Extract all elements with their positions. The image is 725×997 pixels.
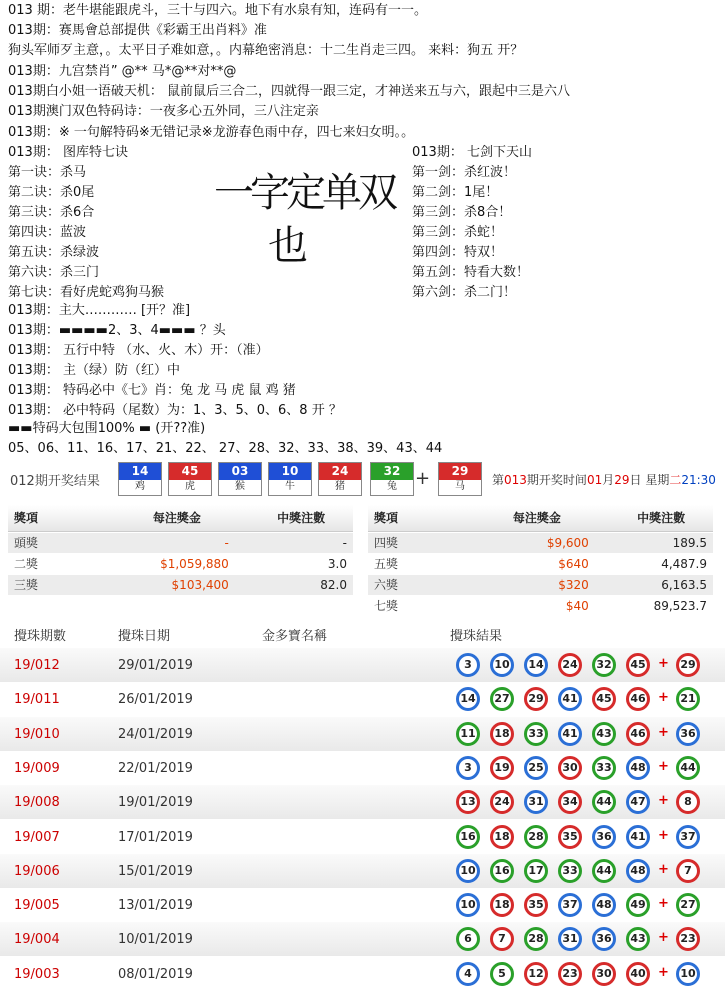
result-ball: 19 bbox=[490, 756, 514, 780]
result-date: 24/01/2019 bbox=[118, 726, 193, 742]
prize-header: 獎項 bbox=[374, 511, 399, 525]
plus-sign: + bbox=[658, 930, 669, 946]
result-row bbox=[0, 957, 725, 991]
left-col-line: 第三诀：杀6合 bbox=[8, 205, 95, 220]
prize-header: 每注獎金 bbox=[152, 511, 201, 525]
right-col-line: 013期： 七剑下天山 bbox=[412, 145, 532, 160]
prize-table bbox=[368, 505, 713, 613]
results-header bbox=[0, 620, 725, 646]
result-ball: 36 bbox=[592, 825, 616, 849]
prize-row bbox=[8, 575, 353, 595]
special-ball: 37 bbox=[676, 825, 700, 849]
result-ball: 30 bbox=[558, 756, 582, 780]
result-ball: 48 bbox=[626, 859, 650, 883]
left-col-line: 第一诀：杀马 bbox=[8, 165, 87, 180]
result-ball: 10 bbox=[456, 893, 480, 917]
right-col-line: 第二剑：1尾！ bbox=[412, 185, 499, 200]
right-col-line: 第三剑：杀蛇！ bbox=[412, 225, 504, 240]
result-ball: 45 bbox=[626, 653, 650, 677]
prize-amount: $640 bbox=[558, 557, 589, 571]
result-row bbox=[0, 785, 725, 819]
result-ball: 46 bbox=[626, 722, 650, 746]
result-ball: 43 bbox=[592, 722, 616, 746]
plus-sign: + bbox=[658, 656, 669, 671]
prize-amount: $9,600 bbox=[546, 536, 589, 550]
forecast-line: 013期澳门双色特码诗：一夜多心五外同，三八注定亲 bbox=[8, 104, 319, 119]
result-ball: 48 bbox=[626, 756, 650, 780]
draw-ball-number: 10 bbox=[269, 463, 311, 480]
result-ball: 25 bbox=[524, 756, 548, 780]
result-ball: 12 bbox=[524, 962, 548, 986]
result-ball: 14 bbox=[456, 687, 480, 711]
result-ball: 18 bbox=[490, 893, 514, 917]
draw-result-bar bbox=[0, 462, 725, 496]
prize-amount: $320 bbox=[558, 578, 589, 592]
prize-name: 五獎 bbox=[374, 557, 399, 571]
result-issue: 19/009 bbox=[14, 760, 60, 776]
result-ball: 10 bbox=[490, 653, 514, 677]
special-ball: 44 bbox=[676, 756, 700, 780]
prize-row bbox=[368, 575, 713, 595]
forecast-line: 013期：赛馬會总部提供《彩霸王出肖料》准 bbox=[8, 23, 267, 38]
result-ball: 34 bbox=[558, 790, 582, 814]
right-col-line: 第六剑：杀二门！ bbox=[412, 285, 517, 300]
prize-amount: - bbox=[224, 536, 229, 550]
col-date: 攪珠日期 bbox=[118, 629, 171, 644]
prize-header: 每注獎金 bbox=[512, 511, 561, 525]
plus-sign: + bbox=[658, 793, 669, 809]
result-date: 10/01/2019 bbox=[118, 932, 193, 948]
draw-ball-number: 14 bbox=[119, 463, 161, 480]
result-ball: 41 bbox=[558, 687, 582, 711]
prize-name: 四獎 bbox=[374, 536, 399, 550]
plus-sign: + bbox=[415, 468, 431, 489]
prize-name: 六獎 bbox=[374, 578, 399, 592]
result-issue: 19/007 bbox=[14, 829, 60, 845]
prize-count: 82.0 bbox=[320, 578, 347, 592]
plus-sign: + bbox=[658, 861, 669, 877]
prize-count: 4,487.9 bbox=[661, 557, 707, 571]
result-issue: 19/010 bbox=[14, 726, 60, 742]
result-ball: 30 bbox=[592, 962, 616, 986]
draw-label: 012期开奖结果 bbox=[10, 474, 100, 489]
result-row bbox=[0, 888, 725, 922]
left-col-line: 第二诀：杀0尾 bbox=[8, 185, 95, 200]
prize-amount: $103,400 bbox=[171, 578, 229, 592]
result-ball: 41 bbox=[626, 825, 650, 849]
draw-ball-number: 24 bbox=[319, 463, 361, 480]
result-ball: 36 bbox=[592, 927, 616, 951]
result-row bbox=[0, 922, 725, 956]
left-col-line: 第四诀：蓝波 bbox=[8, 225, 87, 240]
result-ball: 7 bbox=[490, 927, 514, 951]
result-row bbox=[0, 854, 725, 888]
draw-ball-zodiac: 牛 bbox=[285, 481, 295, 492]
result-issue: 19/008 bbox=[14, 795, 60, 811]
result-ball: 13 bbox=[456, 790, 480, 814]
handwritten-note-2: 也 bbox=[268, 223, 308, 269]
draw-ball-zodiac: 鸡 bbox=[135, 481, 145, 492]
prize-row bbox=[368, 554, 713, 574]
result-ball: 16 bbox=[490, 859, 514, 883]
result-date: 08/01/2019 bbox=[118, 966, 193, 982]
result-row bbox=[0, 682, 725, 716]
result-ball: 41 bbox=[558, 722, 582, 746]
prize-row bbox=[8, 533, 353, 553]
special-ball: 27 bbox=[676, 893, 700, 917]
result-ball: 28 bbox=[524, 825, 548, 849]
handwritten-note: 一字定单双 bbox=[214, 170, 394, 216]
forecast-line: 013期：※ 一句解特码※无错记录※龙游春色雨中存，四七来妇女明。。 bbox=[8, 125, 415, 140]
prize-name: 二獎 bbox=[14, 557, 39, 571]
result-ball: 3 bbox=[456, 653, 480, 677]
result-ball: 32 bbox=[592, 653, 616, 677]
forecast-line: 013期： 特码必中《七》肖：兔 龙 马 虎 鼠 鸡 猪 bbox=[8, 383, 296, 398]
col-result: 攪珠結果 bbox=[450, 629, 503, 644]
right-col-line: 第一剑：杀红波！ bbox=[412, 165, 517, 180]
left-col-line: 013期： 图库特七诀 bbox=[8, 145, 128, 160]
result-ball: 18 bbox=[490, 825, 514, 849]
plus-sign: + bbox=[658, 758, 669, 774]
result-ball: 23 bbox=[558, 962, 582, 986]
plus-sign: + bbox=[658, 964, 669, 980]
forecast-line: ▬▬特码大包围100% ▬ (开??准) bbox=[8, 421, 206, 436]
result-ball: 31 bbox=[524, 790, 548, 814]
prize-count: 189.5 bbox=[672, 536, 707, 550]
left-col-line: 第六诀：杀三门 bbox=[8, 265, 100, 280]
result-ball: 17 bbox=[524, 859, 548, 883]
col-name: 金多寶名稱 bbox=[262, 629, 328, 644]
draw-ball-tile bbox=[268, 462, 312, 496]
draw-ball-number: 45 bbox=[169, 463, 211, 480]
result-date: 22/01/2019 bbox=[118, 760, 193, 776]
special-ball: 10 bbox=[676, 962, 700, 986]
result-ball: 35 bbox=[558, 825, 582, 849]
result-ball: 33 bbox=[524, 722, 548, 746]
draw-ball-zodiac: 猪 bbox=[335, 481, 345, 492]
plus-sign: + bbox=[658, 724, 669, 740]
result-issue: 19/006 bbox=[14, 863, 60, 879]
prize-name: 頭獎 bbox=[14, 536, 39, 550]
result-issue: 19/011 bbox=[14, 692, 60, 708]
special-ball: 36 bbox=[676, 722, 700, 746]
left-col-line: 第五诀：杀绿波 bbox=[8, 245, 100, 260]
prize-row bbox=[8, 554, 353, 574]
forecast-line: 013期白小姐一语破天机： 鼠前鼠后三合二，四就得一跟三定，才神送来五与六，跟起中三是六八 bbox=[8, 84, 570, 99]
right-col-line: 第四剑：特双！ bbox=[412, 245, 504, 260]
result-ball: 33 bbox=[592, 756, 616, 780]
result-ball: 45 bbox=[592, 687, 616, 711]
forecast-line: 013期： 五行中特 （水、火、木）开：（准） bbox=[8, 343, 269, 358]
result-ball: 31 bbox=[558, 927, 582, 951]
special-ball: 21 bbox=[676, 687, 700, 711]
draw-ball-tile bbox=[118, 462, 162, 496]
prize-amount: $1,059,880 bbox=[160, 557, 229, 571]
result-date: 26/01/2019 bbox=[118, 692, 193, 708]
right-col-line: 第三剑：杀8合！ bbox=[412, 205, 512, 220]
result-ball: 35 bbox=[524, 893, 548, 917]
result-ball: 24 bbox=[490, 790, 514, 814]
result-date: 29/01/2019 bbox=[118, 658, 193, 673]
result-ball: 37 bbox=[558, 893, 582, 917]
result-issue: 19/004 bbox=[14, 932, 60, 948]
prize-count: 89,523.7 bbox=[653, 599, 707, 613]
result-ball: 43 bbox=[626, 927, 650, 951]
result-ball: 14 bbox=[524, 653, 548, 677]
col-issue: 攪珠期數 bbox=[14, 629, 67, 644]
result-ball: 24 bbox=[558, 653, 582, 677]
result-date: 19/01/2019 bbox=[118, 795, 193, 811]
draw-ball-zodiac: 马 bbox=[455, 481, 465, 492]
draw-ball-zodiac: 兔 bbox=[387, 481, 397, 492]
draw-ball-number: 03 bbox=[219, 463, 261, 480]
draw-ball-number: 29 bbox=[439, 463, 481, 480]
prize-table bbox=[8, 505, 353, 613]
result-ball: 48 bbox=[592, 893, 616, 917]
result-ball: 5 bbox=[490, 962, 514, 986]
result-row bbox=[0, 820, 725, 854]
draw-ball-tile bbox=[370, 462, 414, 496]
result-ball: 49 bbox=[626, 893, 650, 917]
forecast-line: 狗头军师歹主意，。太平日子难如意，。内幕绝密消息：十二生肖走三四。 来料：狗五 开？ bbox=[8, 43, 524, 58]
result-ball: 6 bbox=[456, 927, 480, 951]
prize-header: 中獎注數 bbox=[277, 511, 326, 525]
result-date: 15/01/2019 bbox=[118, 863, 193, 879]
forecast-line: 013期： 必中特码（尾数）为：1、3、5、0、6、8 开 ？ bbox=[8, 403, 342, 418]
plus-sign: + bbox=[658, 896, 669, 912]
prize-count: - bbox=[342, 536, 347, 550]
result-date: 17/01/2019 bbox=[118, 829, 193, 845]
prize-row bbox=[368, 596, 713, 616]
result-ball: 44 bbox=[592, 859, 616, 883]
result-ball: 47 bbox=[626, 790, 650, 814]
prize-name: 三獎 bbox=[14, 578, 39, 592]
prize-header: 中獎注數 bbox=[637, 511, 686, 525]
plus-sign: + bbox=[658, 827, 669, 843]
result-ball: 11 bbox=[456, 722, 480, 746]
forecast-line: 013期：▬▬▬▬2、3、4▬▬▬ ？头 bbox=[8, 323, 226, 338]
forecast-line: 013期：九宫禁肖” @** 马*@**对**@ bbox=[8, 64, 237, 79]
draw-ball-tile bbox=[438, 462, 482, 496]
draw-ball-tile bbox=[318, 462, 362, 496]
result-issue: 19/012 bbox=[14, 658, 60, 673]
special-ball: 7 bbox=[676, 859, 700, 883]
draw-ball-zodiac: 猴 bbox=[235, 481, 245, 492]
prize-count: 6,163.5 bbox=[661, 578, 707, 592]
forecast-line: 05、06、11、16、17、21、22、 27、28、32、33、38、39、43、44 bbox=[8, 441, 443, 456]
plus-sign: + bbox=[658, 690, 669, 706]
forecast-line: 013期：主大………… [开？准] bbox=[8, 303, 191, 318]
prize-row bbox=[368, 533, 713, 553]
prize-name: 七獎 bbox=[374, 599, 399, 613]
forecast-line: 013期： 主（绿）防（红）中 bbox=[8, 363, 180, 378]
result-row bbox=[0, 751, 725, 785]
draw-ball-tile bbox=[168, 462, 212, 496]
result-issue: 19/005 bbox=[14, 898, 60, 914]
result-ball: 40 bbox=[626, 962, 650, 986]
draw-ball-zodiac: 虎 bbox=[185, 481, 195, 492]
result-ball: 16 bbox=[456, 825, 480, 849]
prize-count: 3.0 bbox=[327, 557, 347, 571]
special-ball: 23 bbox=[676, 927, 700, 951]
right-col-line: 第五剑：特看大数！ bbox=[412, 265, 530, 280]
result-ball: 3 bbox=[456, 756, 480, 780]
result-ball: 28 bbox=[524, 927, 548, 951]
result-row bbox=[0, 648, 725, 682]
draw-ball-tile bbox=[218, 462, 262, 496]
result-ball: 4 bbox=[456, 962, 480, 986]
result-ball: 29 bbox=[524, 687, 548, 711]
result-ball: 27 bbox=[490, 687, 514, 711]
result-ball: 18 bbox=[490, 722, 514, 746]
special-ball: 8 bbox=[676, 790, 700, 814]
forecast-line: 013 期：老牛堪能跟虎斗，三十与四六。地下有水泉有知，连码有一一。 bbox=[8, 3, 427, 18]
result-ball: 33 bbox=[558, 859, 582, 883]
draw-ball-number: 32 bbox=[371, 463, 413, 480]
result-ball: 46 bbox=[626, 687, 650, 711]
result-row bbox=[0, 717, 725, 751]
next-draw-info: 第013期开奖时间01月29日 星期二21:30 bbox=[492, 473, 716, 487]
result-ball: 10 bbox=[456, 859, 480, 883]
result-issue: 19/003 bbox=[14, 966, 60, 982]
result-date: 13/01/2019 bbox=[118, 898, 193, 914]
prize-amount: $40 bbox=[565, 599, 589, 613]
left-col-line: 第七诀：看好虎蛇鸡狗马猴 bbox=[8, 285, 165, 300]
prize-header: 獎項 bbox=[14, 511, 39, 525]
special-ball: 29 bbox=[676, 653, 700, 677]
result-ball: 44 bbox=[592, 790, 616, 814]
